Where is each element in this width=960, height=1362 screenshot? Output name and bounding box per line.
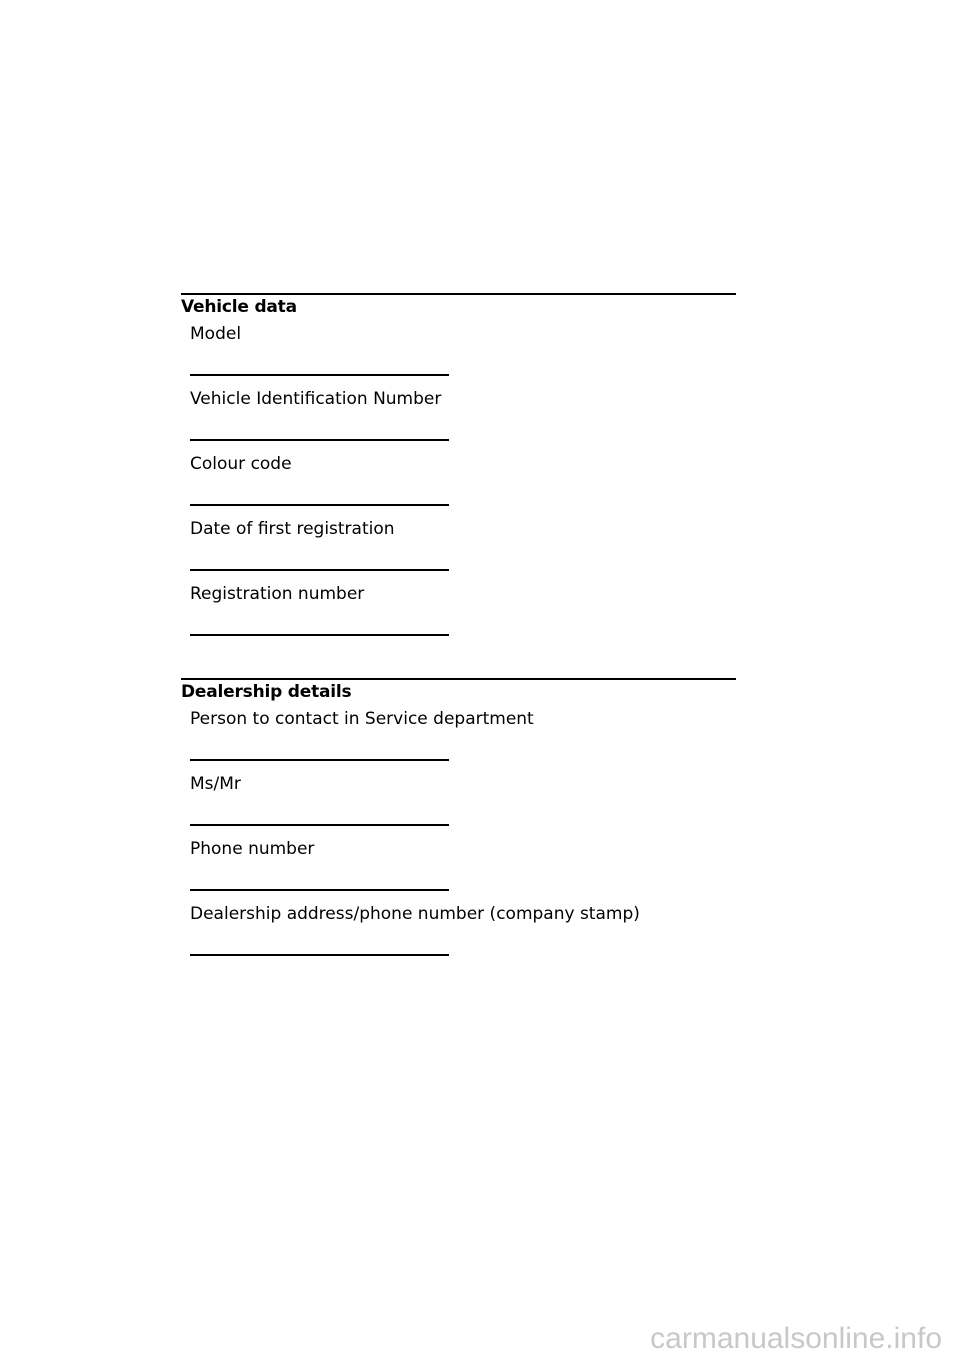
service-contact-entry-line[interactable] — [190, 759, 449, 761]
section-title: Vehicle data — [181, 297, 297, 317]
field-label: Colour code — [190, 454, 292, 474]
phone-number-field — [190, 838, 736, 903]
first-registration-entry-line[interactable] — [190, 569, 449, 571]
field-label: Ms/Mr — [190, 774, 241, 794]
model-entry-line[interactable] — [190, 374, 449, 376]
registration-number-field — [190, 583, 736, 648]
vin-field — [190, 388, 736, 453]
first-registration-field — [190, 518, 736, 583]
field-label: Person to contact in Service department — [190, 709, 534, 729]
dealership-address-entry-line[interactable] — [190, 954, 449, 956]
field-label: Model — [190, 324, 242, 344]
field-label: Registration number — [190, 584, 365, 604]
vehicle-data-section — [181, 293, 736, 648]
section-divider — [181, 293, 736, 295]
field-label: Phone number — [190, 839, 315, 859]
field-label: Vehicle Identification Number — [190, 389, 442, 409]
colour-code-entry-line[interactable] — [190, 504, 449, 506]
phone-number-entry-line[interactable] — [190, 889, 449, 891]
dealership-details-section — [181, 678, 736, 968]
section-title: Dealership details — [181, 682, 352, 702]
field-label: Date of first registration — [190, 519, 395, 539]
vin-entry-line[interactable] — [190, 439, 449, 441]
ms-mr-entry-line[interactable] — [190, 824, 449, 826]
watermark: carmanualsonline.info — [650, 1322, 942, 1355]
service-contact-field — [190, 708, 736, 773]
field-label: Dealership address/phone number (company stamp) — [190, 904, 640, 924]
section-divider — [181, 678, 736, 680]
model-field — [190, 323, 736, 388]
ms-mr-field — [190, 773, 736, 838]
registration-number-entry-line[interactable] — [190, 634, 449, 636]
dealership-address-field — [190, 903, 736, 968]
colour-code-field — [190, 453, 736, 518]
